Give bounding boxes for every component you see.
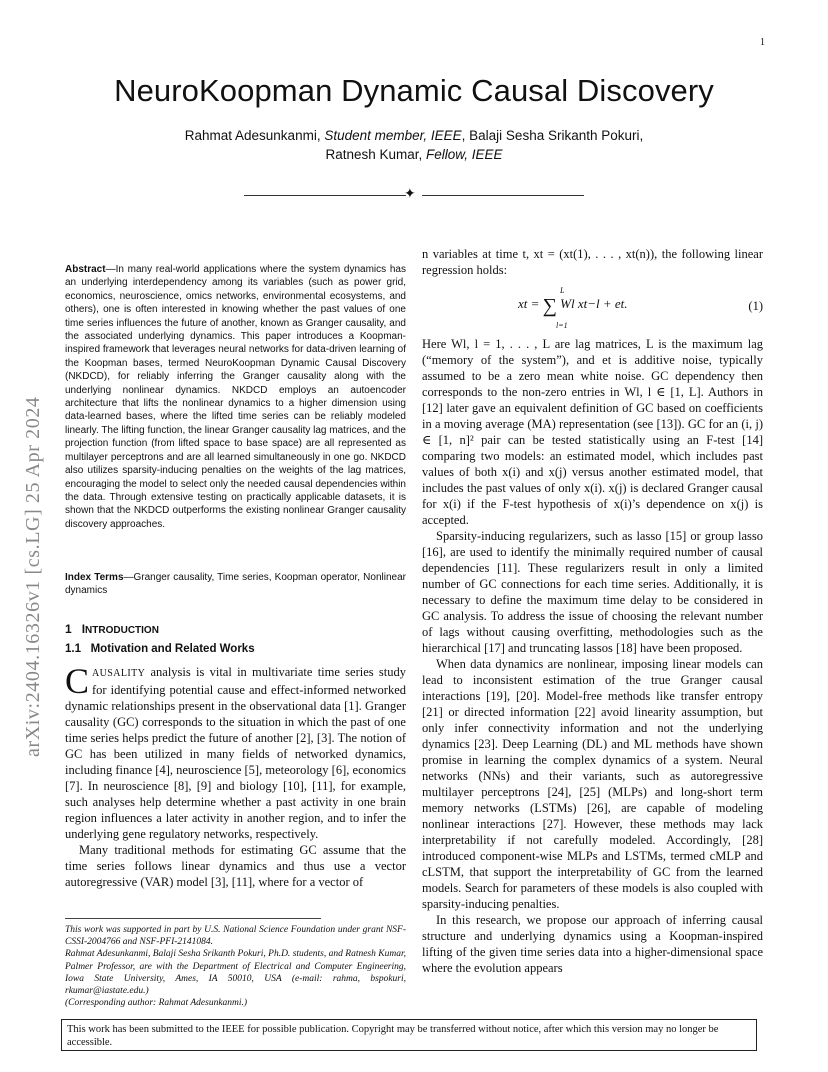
smallcaps-word: AUSALITY (92, 668, 146, 679)
section-number: 1 (65, 622, 72, 636)
subsection-number: 1.1 (65, 643, 81, 655)
author-list (60, 126, 768, 164)
paragraph-text: analysis is vital in multivariate time series study for identifying potential cause and effect-informed networked dynamic relationships present in the observational data [1]. Granger causality (GC) corresponds to the situation in which the past of one time series helps predict the future of another [2], [3]. The notion of GC has been utilized in many fields of networked dynamics, including finance [4], neuroscience [5], meteorology [6], economics [7]. In neuroscience [8], [9] and biology [10], [11], for example, such analyses help determine whether a past activity in one brain region influences a later activity in another region, and to infer the underlying gene regulatory networks, respectively. (65, 665, 406, 841)
footnote-funding: This work was supported in part by U.S. National Science Foundation under grant NSF-CSSI-2004766 and NSF-PFI-2141084. (65, 925, 406, 948)
divider-line-right (422, 195, 584, 196)
right-paragraph-3: When data dynamics are nonlinear, imposing linear models can lead to inconsistent estimation of the true Granger causal interactions [19], [20]. Model-free methods like transfer entropy [21] or directed information [22] avoid linearity assumption, but only infer connectivity information and not the underlying dynamics [23]. Deep Learning (DL) and ML methods have shown promise in learning the complex dynamics of a system. Neural networks (NNs) and their variants, such as autoregressive multilayer perceptrons [24], [25] (MLPs) and long-short term memory networks (LSTMs) [26], are capable of modeling nonlinear interactions [27]. However, these methods may lack interpretability if not carefully modeled. Accordingly, [28] introduced component-wise MLPs and LSTMs, termed cMLP and cLSTM, that support the interpretability of GC from the learned models. Search for parameters of these models is also coupled with sparsity-inducing penalties. (422, 657, 763, 911)
equation-lhs: xt = (518, 296, 540, 311)
section-heading-introduction (65, 622, 159, 636)
intro-paragraph-1 (65, 661, 406, 842)
author-1-role: Student member, IEEE (324, 128, 462, 143)
right-paragraph-0: n variables at time t, xt = (xt(1), . . . , xt(n)), the following linear regression holds: (422, 247, 763, 277)
right-paragraph-1: Here Wl, l = 1, . . . , L are lag matrices, L is the maximum lag (“memory of the system”), and et is additive noise, typically assumed to be a zero mean white noise. GC dependency then corresponds to the non-zero entries in Wl, l ∈ [1, L]. Authors in [12] later gave an equivalent definition of GC based on coefficients in a moving average (MA) representation (see [13]). GC for an (i, j) ∈ [1, n]² pair can be tested statistically using an F-test [14] comparing two models: an estimated model, which includes past values of both x(i) and x(j) versus another estimated model, that includes the past values of only x(i). x(j) is declared Granger causal for x(i) if the F-test hypothesis of x(i)’s dependence on x(j) is accepted. (422, 337, 763, 527)
abstract-text: —In many real-world applications where the system dynamics has an underlying interdependency among its variables (such as power grid, economics, neuroscience, omics networks, environmental ecosystems, and others), one is often interested in knowing whether the past values of one time series influences the future of another, known as Granger causality, and the associated underlying dynamics. This paper introduces a Koopman-inspired framework that leverages neural networks for data-driven learning of the Koopman bases, termed NeuroKoopman Dynamic Causal Discovery (NKDCD), for reliably inferring the Granger causality along with the underlying nonlinear dynamics. NKDCD employs an autoencoder architecture that lifts the nonlinear dynamics to a higher dimension using data-learned bases, where the lifted time series can be reliably modeled linearly. The lifting function, the linear Granger causality lag matrices, and the projection function (from lifted space to base space) are all represented as multilayer perceptrons and are all learned simultaneously in one go. NKDCD also utilizes sparsity-inducing penalties on the weights of the lag matrices, encouraging the model to select only the needed causal dependencies within the data. Through extensive testing on practically applicable datasets, it is shown that the NKDCD outperforms the existing nonlinear Granger causality discovery approaches. (65, 264, 406, 530)
footnote-affiliation: Rahmat Adesunkanmi, Balaji Sesha Srikanth Pokuri, Ph.D. students, and Ratnesh Kumar, Palmer Professor, are with the Department of Electrical and Computer Engineering, Iowa State University, Ames, IA 50010, USA (e-mail: rahma, bspokuri, rkumar@iastate.edu.) (65, 949, 406, 997)
equation-number: (1) (748, 299, 763, 313)
abstract (65, 263, 406, 531)
summation-symbol: ∑ (542, 295, 557, 318)
abstract-label: Abstract (65, 264, 106, 275)
title-divider (0, 186, 828, 206)
equation-body (518, 286, 628, 330)
paper-title: NeuroKoopman Dynamic Causal Discovery (114, 73, 714, 108)
author-3-role: Fellow, IEEE (426, 147, 503, 162)
left-column-body (65, 661, 406, 890)
section-title-rest: NTRODUCTION (85, 625, 159, 636)
footnotes (65, 924, 406, 1009)
divider-line-left (244, 195, 406, 196)
equation-1 (422, 282, 763, 332)
arxiv-identifier: arXiv:2404.16326v1 [cs.LG] 25 Apr 2024 (22, 396, 44, 757)
subsection-heading (65, 643, 255, 655)
index-terms-label: Index Terms (65, 572, 124, 583)
footnote-corresponding: (Corresponding author: Rahmat Adesunkanmi.) (65, 998, 248, 1009)
right-paragraph-2: Sparsity-inducing regularizers, such as lasso [15] or group lasso [16], are used to identify the minimally required number of causal dependencies [11]. These regularizers result in only a limited number of GC connections for each time series. Additionally, it is necessary to define the maximum time delay to be considered in GC analysis. To address the issue of choosing the relevant number of lags without causing overfitting, methodologies such as the hierarchical [17] and truncating lassos [18] have been proposed. (422, 529, 763, 655)
sum-upper-limit: L (560, 286, 565, 295)
subsection-title: Motivation and Related Works (90, 643, 255, 655)
drop-cap: C (65, 661, 90, 701)
author-3: Ratnesh Kumar, (325, 147, 427, 162)
sum-lower-limit: l=1 (556, 321, 568, 330)
author-1: Rahmat Adesunkanmi, (184, 128, 325, 143)
author-2: , Balaji Sesha Srikanth Pokuri, (461, 128, 644, 143)
divider-star-icon: ✦ (404, 186, 416, 202)
copyright-notice: This work has been submitted to the IEEE for possible publication. Copyright may be transferred without notice, after which this version may no longer be accessible. (61, 1019, 757, 1051)
footnote-rule (65, 918, 321, 919)
right-paragraph-4: In this research, we propose our approach of inferring causal structure and underlying dynamics using a Koopman-inspired lifting of the given time series data into a higher-dimensional space where the evolution appears (422, 913, 763, 975)
page-number: 1 (760, 37, 765, 48)
equation-rhs: Wl xt−l + et. (560, 296, 628, 311)
intro-paragraph-2: Many traditional methods for estimating GC assume that the time series follows linear dynamics and thus use a vector autoregressive (VAR) model [3], [11], where for a vector of (65, 843, 406, 889)
section-title-first: I (81, 622, 86, 636)
index-terms (65, 571, 406, 598)
right-column-body (422, 246, 763, 976)
index-terms-text: —Granger causality, Time series, Koopman operator, Nonlinear dynamics (65, 572, 406, 597)
